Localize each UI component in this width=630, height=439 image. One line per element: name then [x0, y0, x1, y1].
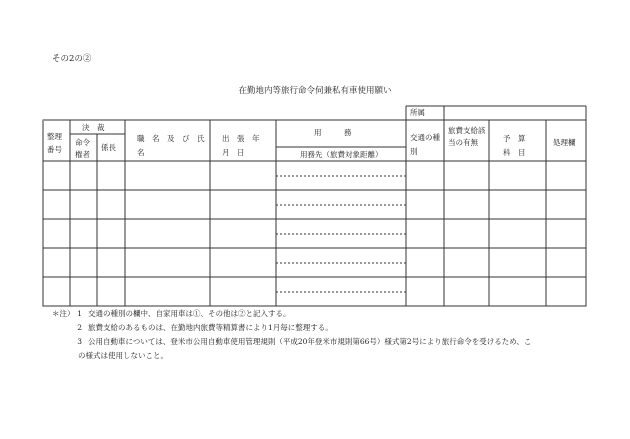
form-title: 在勤地内等旅行命令伺兼私有車使用願い — [238, 86, 392, 96]
form-number: その2の② — [52, 54, 92, 64]
note-number: 3 — [77, 337, 82, 346]
header-youmu: 用 務 — [314, 128, 352, 137]
header-shokumei-shimei: 職 名 及 び 氏 名 — [137, 134, 227, 157]
header-kessai: 決 裁 — [82, 123, 105, 132]
header-youmusaki: 用務先（旅費対象距離） — [300, 150, 383, 159]
note-text-continuation: の様式は使用しないこと。 — [78, 351, 168, 360]
note-number: 1 — [77, 309, 82, 318]
header-shucchou-nengappi: 出 張 年 月 日 — [222, 134, 267, 157]
note-number: 2 — [77, 323, 82, 332]
header-meireikensha: 命令権者 — [75, 138, 90, 159]
header-kakaricho: 係長 — [101, 143, 116, 152]
header-seiri-bangou: 整理番号 — [47, 132, 62, 154]
header-yosan-kamoku: 予 算 科 目 — [503, 134, 533, 157]
note-text: 公用自動車については、登米市公用自動車使用管理規則（平成20年登米市規則第66号）様式第2号により旅行命令を受けるため、こ — [88, 337, 532, 346]
shozoku-label: 所属 — [410, 108, 425, 117]
note-text: 交通の種別の欄中、自家用車は①、その他は②と記入する。 — [88, 309, 291, 318]
header-ryohi-shikyu: 旅費支給該当の有無 — [448, 126, 486, 147]
header-shori: 処理欄 — [553, 138, 576, 147]
header-koutsu-shubetsu: 交通の種 別 — [410, 133, 448, 156]
note-text: 旅費支給のあるものは、在勤地内旅費等精算書により1月毎に整理する。 — [88, 323, 333, 332]
note-mark: ＊注） — [52, 309, 75, 318]
